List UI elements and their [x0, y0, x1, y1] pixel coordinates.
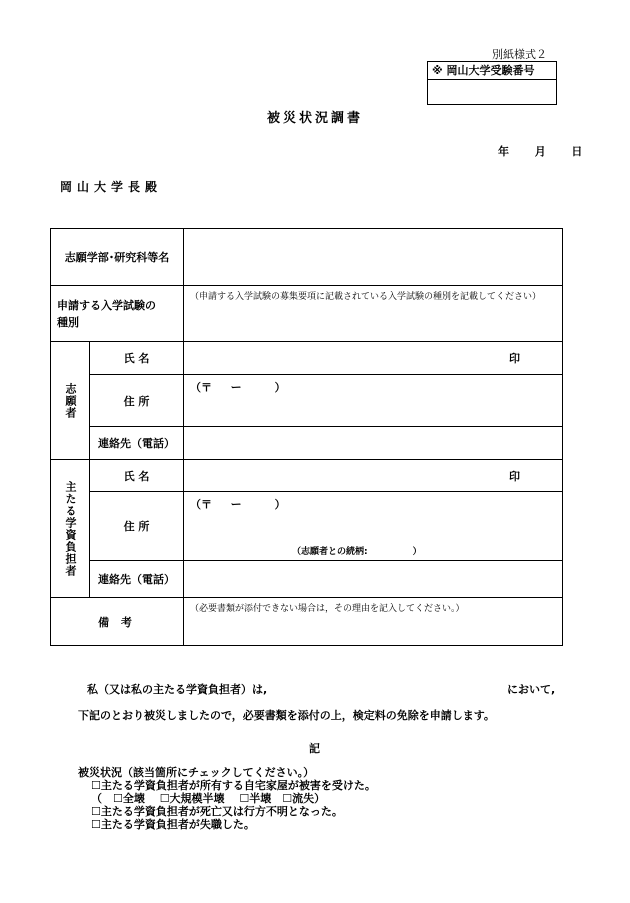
status-item-damage-types[interactable]: （ ☐全壊 ☐大規模半壊 ☐半壊 ☐流失）: [91, 792, 326, 805]
guarantor-relation: （志願者との続柄: ）: [292, 547, 422, 557]
table-row: [51, 342, 563, 375]
exam-number-box: [427, 61, 557, 105]
application-table: [50, 228, 563, 646]
exam-number-field[interactable]: [428, 80, 556, 106]
guarantor-address-label: 住 所: [90, 492, 184, 561]
status-item-house-damage[interactable]: ☐主たる学資負担者が所有する自宅家屋が被害を受けた。: [91, 779, 376, 792]
exam-type-label-line2: 種別: [57, 315, 79, 329]
table-row: [51, 598, 563, 646]
date-month: 月: [534, 145, 546, 158]
faculty-field[interactable]: [184, 229, 563, 286]
ki-heading: 記: [309, 742, 320, 755]
table-row: [51, 427, 563, 460]
date-line: [498, 143, 582, 159]
status-item-job-loss[interactable]: ☐主たる学資負担者が失職した。: [91, 818, 255, 831]
table-row: [51, 286, 563, 342]
statement-line1-start: 私（又は私の主たる学資負担者）は,: [87, 683, 268, 696]
exam-type-label: [51, 286, 184, 342]
remarks-label: 備 考: [51, 598, 184, 646]
statement-line1-end: において,: [507, 683, 556, 696]
table-row: [51, 375, 563, 427]
exam-type-field[interactable]: （申請する入学試験の募集要項に記載されている入学試験の種別を記載してください）: [184, 286, 563, 342]
document-title: 被災状況調書: [266, 111, 363, 126]
guarantor-seal-mark: 印: [509, 469, 520, 483]
addressee: 岡山大学長殿: [60, 180, 163, 194]
remarks-field[interactable]: （必要書類が添付できない場合は，その理由を記入してください。）: [184, 598, 563, 646]
applicant-seal-mark: 印: [509, 352, 520, 365]
status-item-death-missing[interactable]: ☐主たる学資負担者が死亡又は行方不明となった。: [91, 805, 343, 818]
date-year: 年: [498, 145, 509, 158]
form-reference: 別紙様式２: [492, 48, 547, 61]
applicant-address-field[interactable]: （〒 ー ）: [184, 375, 563, 427]
guarantor-contact-field[interactable]: [184, 561, 563, 598]
applicant-address-label: 住 所: [90, 375, 184, 427]
exam-type-label-line1: 申請する入学試験の: [57, 298, 156, 312]
table-row: [51, 229, 563, 286]
faculty-label: 志願学部･研究科等名: [51, 229, 184, 286]
applicant-contact-field[interactable]: [184, 427, 563, 460]
guarantor-group-label: 主たる学資負担者: [64, 480, 77, 577]
statement-line2: 下記のとおり被災しましたので，必要書類を添付の上，検定料の免除を申請します。: [78, 709, 495, 722]
guarantor-address-field[interactable]: [184, 492, 563, 561]
table-row: [51, 561, 563, 598]
exam-number-label: ※ 岡山大学受験番号: [428, 62, 556, 80]
applicant-group-cell: [51, 342, 90, 460]
date-day: 日: [571, 145, 583, 158]
applicant-name-label: 氏 名: [90, 342, 184, 375]
applicant-name-field[interactable]: [184, 342, 563, 375]
guarantor-group-cell: [51, 460, 90, 598]
table-row: [51, 492, 563, 561]
guarantor-contact-label: 連絡先（電話）: [90, 561, 184, 598]
applicant-contact-label: 連絡先（電話）: [90, 427, 184, 460]
status-heading: 被災状況（該当箇所にチェックしてください。）: [78, 766, 315, 779]
table-row: [51, 460, 563, 492]
guarantor-name-label: 氏 名: [90, 460, 184, 492]
guarantor-zip: （〒 ー ）: [190, 498, 286, 511]
applicant-group-label: 志願者: [64, 382, 77, 419]
guarantor-name-field[interactable]: [184, 460, 563, 492]
damage-status-block: [78, 766, 376, 831]
